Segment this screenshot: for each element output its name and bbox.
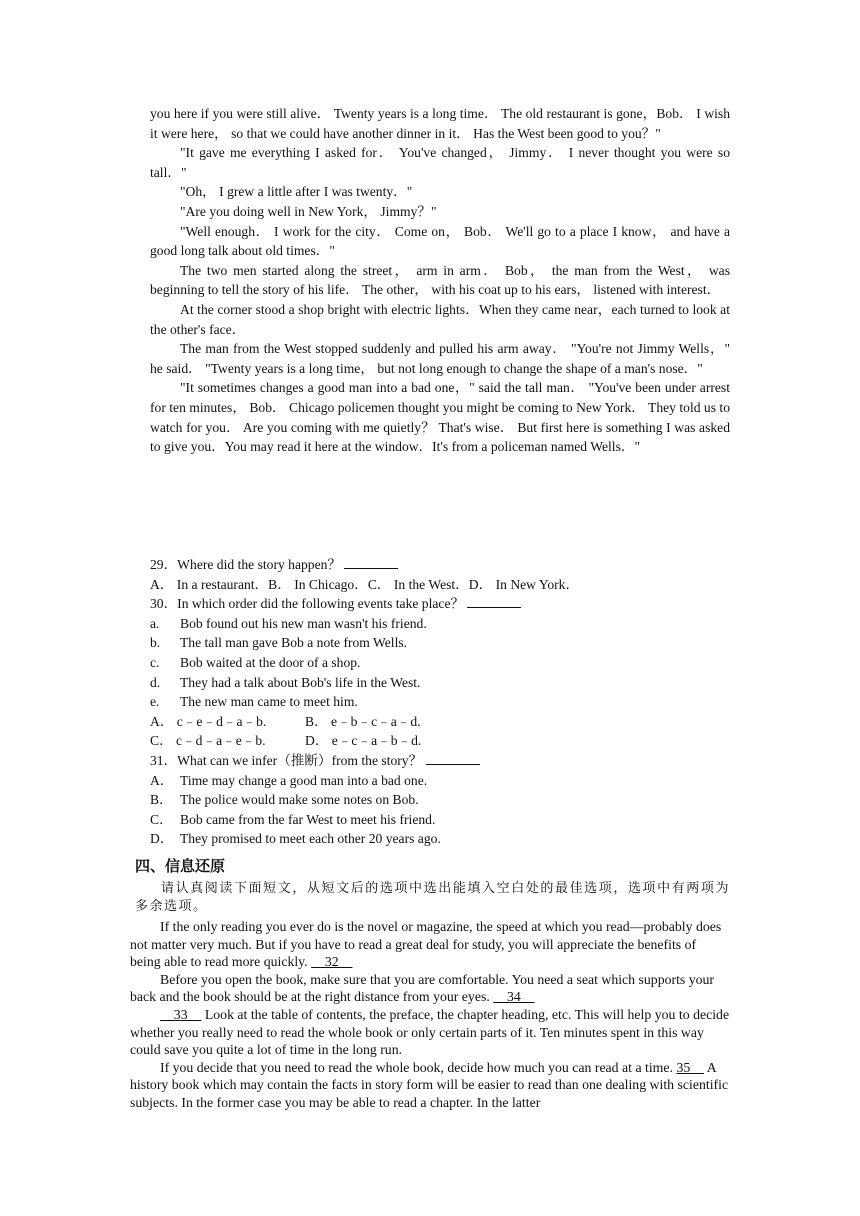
option-text: They promised to meet each other 20 years ago. [180, 831, 441, 847]
option-text: The police would make some notes on Bob. [180, 792, 419, 808]
section-heading: 四、信息还原 [135, 857, 226, 875]
event-item [150, 653, 730, 673]
instruction-text: 请认真阅读下面短文，从短文后的选项中选出能填入空白处的最佳选项，选项中有两项为多余选项。 [135, 881, 730, 914]
story-paragraph: "Oh， I grew a little after I was twenty．" [180, 184, 413, 200]
event-item [150, 673, 730, 693]
story-paragraph: "It sometimes changes a good man into a bad one，" said the tall man． "You've been under arrest for ten minutes， Bob． Chicago policemen thought you might be coming to New York． They told us to watch for you． Are you coming with me quietly？ That's wise． But first here is something I was asked to give you．You may read it here at the window．It's from a policeman named Wells．" [150, 380, 730, 455]
blank-35[interactable]: 35 [676, 1059, 705, 1075]
option-item [150, 790, 730, 810]
event-text: Bob found out his new man wasn't his friend. [180, 615, 427, 631]
story-passage [150, 104, 730, 457]
event-text: The new man came to meet him. [180, 694, 358, 710]
passage-paragraph [130, 1059, 730, 1112]
question-stem: 29．Where did the story happen？ [150, 557, 342, 572]
blank-33[interactable]: 33 [160, 1006, 202, 1022]
story-paragraph: "Are you doing well in New York， Jimmy？" [180, 203, 437, 219]
option-item [150, 810, 730, 830]
story-paragraph: you here if you were still alive． Twenty years is a long time． The old restaurant is gone，Bob． I wish it were here， so that we could have another dinner in it． Has the West been good to you？" [150, 106, 730, 141]
question-30 [150, 594, 730, 614]
option-row [150, 712, 730, 732]
question-29 [150, 555, 730, 575]
option-b: B． e﹣b﹣c﹣a﹣d. [305, 713, 421, 729]
passage-text: If the only reading you ever do is the novel or magazine, the speed at which you read—probably does not matter very much. But if you have to read a great deal for study, you will appreciate the benefits of being able to read more quickly. [130, 919, 722, 970]
section-instruction [135, 880, 730, 916]
answer-blank[interactable] [344, 555, 398, 569]
question-29-options: A． In a restaurant．B． In Chicago．C． In the West．D． In New York． [150, 576, 580, 592]
question-stem: 30．In which order did the following events take place？ [150, 596, 465, 612]
passage-paragraph [130, 971, 730, 1006]
event-mark: c. [150, 654, 160, 670]
event-mark: a. [150, 615, 160, 631]
answer-blank[interactable] [426, 751, 480, 765]
passage-paragraph [130, 918, 730, 971]
passage-text: If you decide that you need to read the whole book, decide how much you can read at a time. [160, 1059, 673, 1075]
option-text: Time may change a good man into a bad one. [180, 772, 428, 788]
question-stem: 31．What can we infer（推断）from the story？ [150, 752, 423, 768]
event-mark: d. [150, 674, 161, 690]
passage-text: A history book which may contain the facts in story form will be easier to read than one dealing with scientific subjects. In the former case you may be able to read a chapter. In the latter [130, 1059, 729, 1110]
event-mark: e. [150, 694, 160, 710]
question-block [150, 555, 730, 849]
story-paragraph: "Well enough． I work for the city． Come on， Bob． We'll go to a place I know， and have a good long talk about old times．" [150, 223, 730, 259]
event-mark: b. [150, 635, 161, 651]
story-paragraph: The two men started along the street， arm in arm． Bob， the man from the West， was beginning to tell the story of his life． The other， with his coat up to his ears， listened with interest． [150, 262, 730, 298]
passage-text: Look at the table of contents, the preface, the chapter heading, etc. This will help you to decide whether you really need to read the whole book or only certain parts of it. Ten minutes spent in this way could save you quite a lot of time in the long run. [130, 1006, 730, 1058]
option-mark: C． [150, 811, 173, 827]
passage-text: Before you open the book, make sure that you are comfortable. You need a seat which supports your back and the book should be at the right distance from your eyes. [130, 971, 715, 1005]
story-paragraph: "It gave me everything I asked for． You've changed， Jimmy． I never thought you were so tall．" [150, 145, 730, 180]
option-c: C． c﹣d﹣a﹣e﹣b. [150, 733, 266, 749]
question-31 [150, 751, 730, 771]
option-text: Bob came from the far West to meet his friend. [180, 811, 436, 827]
event-text: They had a talk about Bob's life in the West. [180, 674, 421, 690]
event-text: The tall man gave Bob a note from Wells. [180, 635, 408, 651]
option-a: A． c﹣e﹣d﹣a﹣b. [150, 713, 267, 729]
option-mark: A． [150, 772, 174, 788]
blank-32[interactable]: 32 [311, 954, 353, 970]
event-item [150, 614, 730, 634]
option-mark: B． [150, 792, 173, 808]
blank-34[interactable]: 34 [493, 989, 535, 1005]
reading-passage [130, 918, 730, 1112]
event-text: Bob waited at the door of a shop. [180, 654, 361, 670]
answer-blank[interactable] [467, 594, 521, 608]
option-item [150, 771, 730, 791]
option-d: D． e﹣c﹣a﹣b﹣d. [305, 733, 422, 749]
story-paragraph: The man from the West stopped suddenly and pulled his arm away． "You're not Jimmy Wells，" he said． "Twenty years is a long time， but not long enough to change the shape of a man's nose．" [150, 341, 730, 376]
event-item [150, 692, 730, 712]
option-item [150, 829, 730, 849]
option-row [150, 731, 730, 751]
event-item [150, 633, 730, 653]
story-paragraph: At the corner stood a shop bright with electric lights．When they came near，each turned to look at the other's face． [150, 301, 730, 337]
option-mark: D． [150, 831, 174, 847]
passage-paragraph [130, 1006, 730, 1059]
